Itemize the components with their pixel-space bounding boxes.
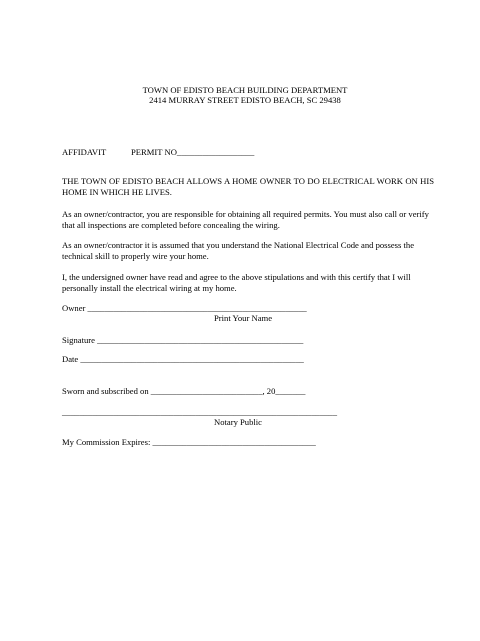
permits-paragraph: As an owner/contractor, you are responsible for obtaining all required permits. You must also call or verify that all inspections are completed before concealing the wiring. (62, 209, 429, 230)
signature-field: Signature ________________________________________________ (62, 335, 304, 345)
code-paragraph: As an owner/contractor it is assumed that you understand the National Electrical Code and possess the technical skill to properly wire your home. (62, 240, 415, 261)
affidavit-label: AFFIDAVIT (62, 147, 107, 157)
sworn-field: Sworn and subscribed on __________________________, 20_______ (62, 386, 306, 396)
owner-field: Owner ___________________________________________________ (62, 303, 307, 313)
permit-number-field: PERMIT NO__________________ (131, 147, 255, 157)
notary-public-label: Notary Public (214, 417, 262, 427)
intro-paragraph: THE TOWN OF EDISTO BEACH ALLOWS A HOME OWNER TO DO ELECTRICAL WORK ON HIS HOME IN WHICH HE LIVES. (62, 176, 434, 197)
print-name-label: Print Your Name (214, 313, 273, 323)
header-department: TOWN OF EDISTO BEACH BUILDING DEPARTMENT (142, 85, 348, 95)
notary-signature-line: ________________________________________________________________ (62, 407, 337, 417)
header-address: 2414 MURRAY STREET EDISTO BEACH, SC 29438 (149, 95, 341, 105)
commission-expires-field: My Commission Expires: ______________________________________ (62, 437, 316, 447)
certify-paragraph: I, the undersigned owner have read and agree to the above stipulations and with this certify that I will personally install the electrical wiring at my home. (62, 272, 411, 293)
date-field: Date ____________________________________________________ (62, 354, 304, 364)
